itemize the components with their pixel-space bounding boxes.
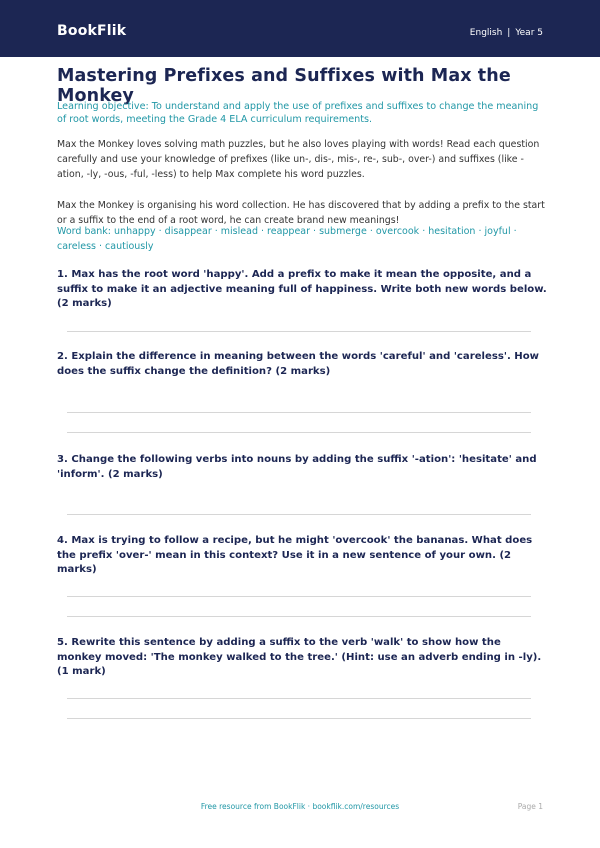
year-label: Year 5	[515, 28, 543, 38]
answer-line[interactable]	[67, 412, 531, 413]
footer-link[interactable]: Free resource from BookFlik · bookflik.com/resources	[200, 802, 400, 811]
page-header	[0, 0, 600, 57]
question-3: 3. Change the following verbs into nouns by adding the suffix '-ation': 'hesitate' and 'inform'. (2 marks)	[57, 454, 537, 480]
question-1: 1. Max has the root word 'happy'. Add a prefix to make it mean the opposite, and a suffix to make it an adjective meaning full of happiness. Write both new words below. (2 marks)	[57, 269, 547, 309]
page-title: Mastering Prefixes and Suffixes with Max the Monkey	[57, 66, 511, 106]
header-meta	[470, 28, 543, 38]
answer-line[interactable]	[67, 596, 531, 597]
brand-logo: BookFlik	[57, 23, 127, 39]
question-2: 2. Explain the difference in meaning between the words 'careful' and 'careless'. How does the suffix change the definition? (2 marks)	[57, 351, 540, 377]
subject-label: English	[469, 28, 503, 38]
question-5: 5. Rewrite this sentence by adding a suffix to the verb 'walk' to show how the monkey moved: 'The monkey walked to the tree.' (Hint: use an adverb ending in -ly). (1 mark)	[57, 637, 542, 677]
answer-line[interactable]	[67, 432, 531, 433]
meta-separator: |	[507, 28, 511, 38]
intro-paragraph-1: Max the Monkey loves solving math puzzles, but he also loves playing with words! Read each question carefully and use your knowledge of prefixes (like un-, dis-, mis-, re-, sub-, over-) and suffixes (like -ation, -ly, -ous, -ful, -less) to help Max complete his word puzzles.	[57, 139, 540, 180]
question-4: 4. Max is trying to follow a recipe, but he might 'overcook' the bananas. What does the prefix 'over-' mean in this context? Use it in a new sentence of your own. (2 marks)	[57, 535, 533, 575]
intro-paragraph-2: Max the Monkey is organising his word collection. He has discovered that by adding a prefix to the start or a suffix to the end of a root word, he can create brand new meanings!	[57, 200, 545, 226]
answer-line[interactable]	[67, 514, 531, 515]
word-bank: Word bank: unhappy · disappear · mislead · reappear · submerge · overcook · hesitation · joyful · careless · cautiously	[57, 226, 517, 252]
answer-line[interactable]	[67, 698, 531, 699]
page-number: Page 1	[517, 802, 543, 811]
answer-line[interactable]	[67, 718, 531, 719]
answer-line[interactable]	[67, 331, 531, 332]
learning-objective: Learning objective: To understand and apply the use of prefixes and suffixes to change the meaning of root words, meeting the Grade 4 ELA curriculum requirements.	[57, 101, 539, 125]
answer-line[interactable]	[67, 616, 531, 617]
